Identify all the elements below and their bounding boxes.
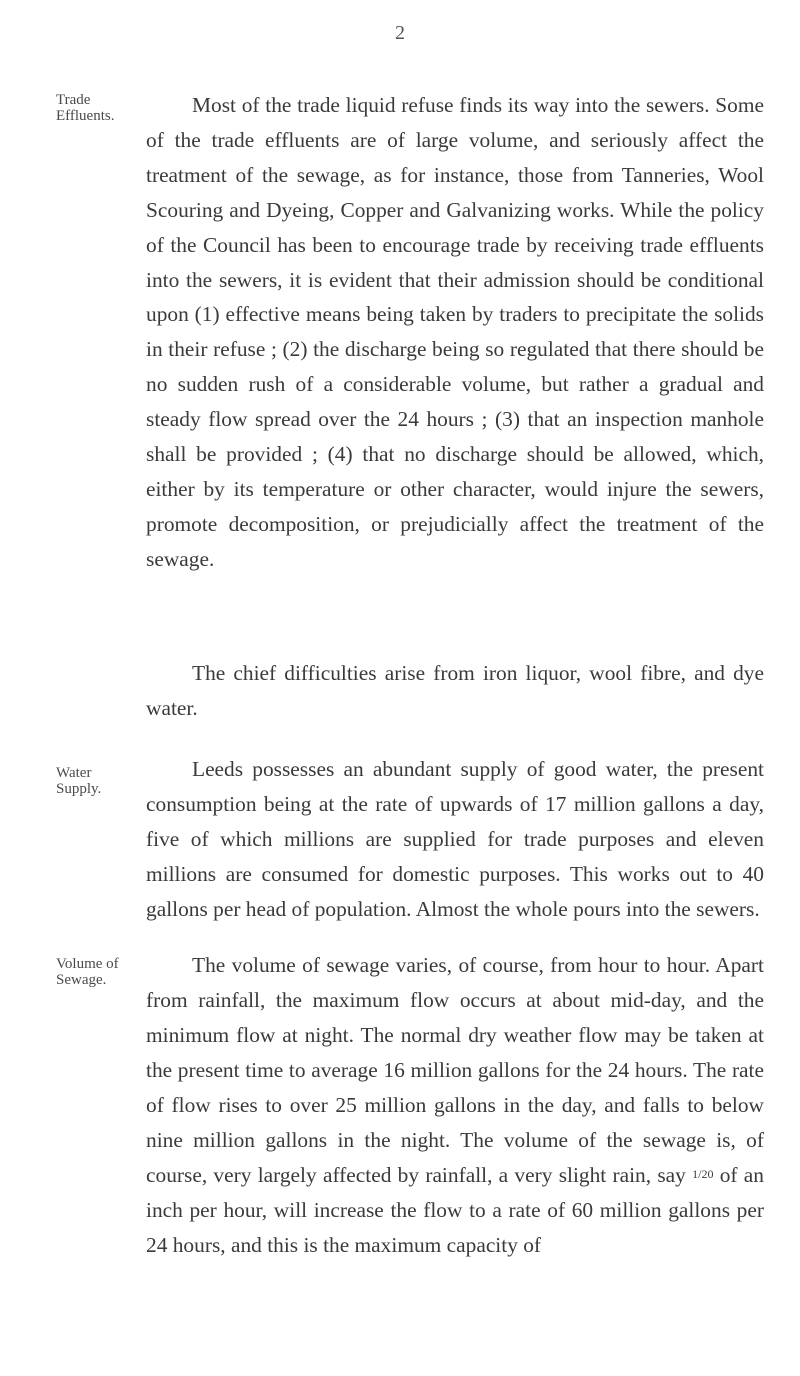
paragraph-volume-text-part1: The volume of sewage varies, of course, from hour to hour. Apart from rainfall, the maximum flow occurs at about mid-day, and the minimum flow at night. The normal dry weather flow may be taken at the present time to average 16 million gallons for the 24 hours. The rate of flow rises to over 25 million gallons in the day, and falls to below nine million gallons in the night. The volume of the sewage is, of course, very largely affected by rainfall, a very slight rain, say	[146, 953, 764, 1188]
page-number: 2	[395, 22, 405, 44]
margin-label-trade-effluents: Trade Effluents.	[56, 92, 115, 124]
paragraph-chief-difficulties: The chief difficulties arise from iron liquor, wool fibre, and dye water.	[146, 661, 764, 720]
margin-label-volume-of-sewage: Volume of Sewage.	[56, 956, 119, 988]
paragraph-volume-of-sewage	[146, 948, 764, 1263]
paragraph-volume-text-part2: of an inch per hour, will increase the flow to a rate of 60 million gallons per 24 hours, and this is the maximum capacity of	[146, 1163, 764, 1258]
paragraph-water-supply: Leeds possesses an abundant supply of good water, the present consumption being at the rate of upwards of 17 million gallons a day, five of which millions are supplied for trade purposes and eleven millions are consumed for domestic purposes. This works out to 40 gallons per head of population. Almost the whole pours into the sewers.	[146, 757, 764, 921]
paragraph-trade-effluents: Most of the trade liquid refuse finds its way into the sewers. Some of the trade effluents are of large volume, and seriously affect the treatment of the sewage, as for instance, those from Tanneries, Wool Scouring and Dyeing, Copper and Galvanizing works. While the policy of the Council has been to encourage trade by receiving trade effluents into the sewers, it is evident that their admission should be conditional upon (1) effective means being taken by traders to precipitate the solids in their refuse ; (2) the discharge being so regulated that there should be no sudden rush of a considerable volume, but rather a gradual and steady flow spread over the 24 hours ; (3) that an inspection manhole shall be provided ; (4) that no discharge should be allowed, which, either by its temperature or other character, would injure the sewers, promote decomposition, or prejudicially affect the treatment of the sewage.	[146, 93, 764, 571]
margin-label-water-supply: Water Supply.	[56, 765, 102, 797]
fraction-one-twentieth: 1/20	[692, 1167, 714, 1182]
